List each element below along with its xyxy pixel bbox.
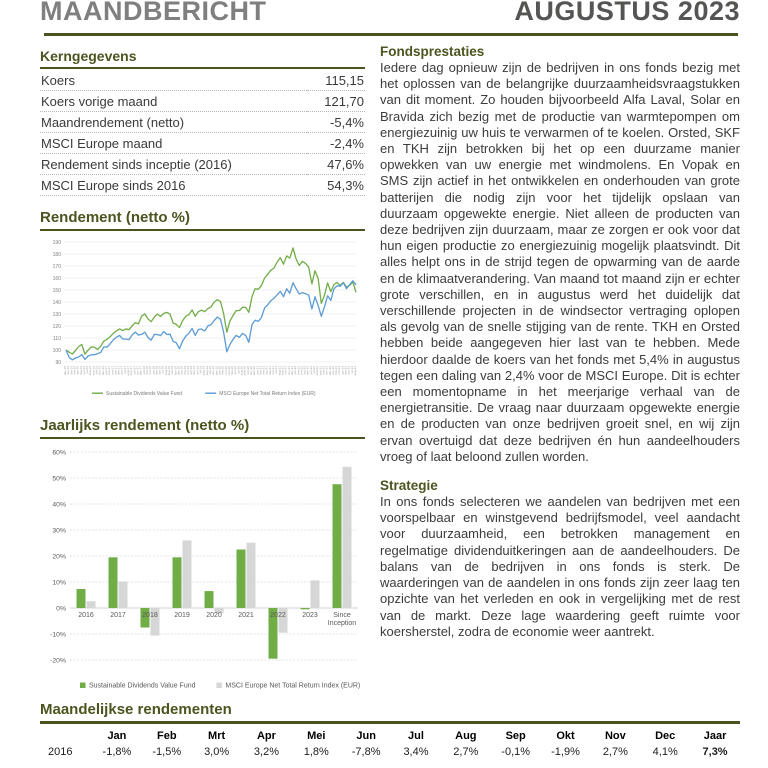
legend-label: MSCI Europe Net Total Return Index (EUR): [225, 682, 361, 690]
metric-label: MSCI Europe maand: [40, 133, 307, 154]
x-axis-tick-label: feb-20: [220, 366, 225, 375]
return-cell: 7,3%: [702, 746, 728, 758]
x-axis-tick-label: jul-17: [122, 366, 127, 374]
x-axis-tick-label: jun-18: [157, 366, 162, 375]
fund-bar-2016: [77, 589, 86, 608]
metric-value: -5,4%: [307, 112, 365, 133]
x-axis-tick-label: jul-20: [236, 366, 241, 374]
line-series: [66, 281, 356, 360]
cumulative-return-line-chart: [40, 234, 365, 404]
y-axis-tick-label: 50%: [52, 475, 66, 483]
x-axis-tick-label: nov-19: [211, 366, 216, 376]
x-axis-tick-label: jul-23: [349, 366, 354, 374]
fund-bar-2023: [301, 608, 310, 609]
return-cell: 2,7%: [602, 746, 628, 758]
x-axis-tick-label: feb-19: [182, 366, 187, 375]
metric-value: 47,6%: [307, 154, 365, 175]
x-axis-tick-label: jun-21: [271, 366, 275, 375]
y-axis-tick-label: 160: [52, 275, 61, 282]
y-axis-tick-label: 170: [52, 263, 61, 270]
legend-swatch: [216, 683, 222, 689]
fund-bar-2020: [205, 591, 214, 608]
month-header: Mrt: [208, 730, 226, 742]
y-axis-tick-label: 180: [52, 251, 61, 258]
y-axis-tick-label: 110: [53, 335, 61, 342]
x-axis-tick-label: feb-18: [145, 366, 149, 375]
jaarlijks-chart-section: [40, 417, 365, 694]
x-axis-tick-label: sep-22: [318, 366, 323, 376]
x-axis-tick-label: dec-20: [252, 366, 257, 376]
index-bar-2016: [87, 601, 96, 608]
month-header: Feb: [156, 730, 177, 742]
fund-bar-2017: [109, 557, 118, 608]
x-axis-tick-label: dec-22: [327, 366, 332, 376]
return-cell: -7,8%: [351, 746, 381, 758]
x-axis-tick-label: apr-17: [113, 366, 118, 375]
x-axis-tick-label: jan-22: [293, 366, 298, 375]
y-axis-tick-label: 120: [52, 323, 61, 330]
x-category-label: Since Inception: [327, 612, 357, 627]
monthly-returns-section: [40, 701, 740, 760]
y-axis-tick-label: 150: [52, 287, 61, 294]
legend-label: Sustainable Dividends Value Fund: [106, 391, 183, 397]
jaarlijks-chart-heading: Jaarlijks rendement (netto %): [40, 417, 365, 439]
x-axis-tick-label: jan-23: [330, 366, 335, 375]
metric-value: -2,4%: [307, 133, 365, 154]
x-axis-tick-label: feb-22: [296, 366, 301, 375]
x-axis-tick-label: feb-23: [334, 366, 339, 375]
x-axis-tick-label: nov-21: [286, 366, 291, 376]
y-axis-tick-label: 190: [52, 239, 61, 246]
x-axis-tick-label: nov-22: [324, 366, 329, 376]
y-axis-tick-label: 10%: [52, 579, 66, 587]
x-axis-tick-label: dec-21: [290, 366, 294, 376]
key-figure-row: [40, 154, 365, 175]
x-axis-tick-label: okt-21: [283, 366, 288, 375]
month-header: Okt: [556, 730, 575, 742]
x-axis-tick-label: apr-18: [151, 366, 156, 375]
month-header: Aug: [455, 730, 477, 742]
y-axis-tick-label: 100: [52, 347, 61, 354]
report-title: MAANDBERICHT: [40, 0, 267, 26]
x-axis-tick-label: sep-20: [242, 366, 247, 376]
x-axis-tick-label: feb-21: [258, 366, 263, 375]
x-axis-tick-label: jan-17: [104, 366, 108, 375]
legend-label: Sustainable Dividends Value Fund: [89, 682, 196, 690]
fund-bar-Since-Inception: [333, 484, 342, 608]
x-axis-tick-label: mei-17: [116, 366, 121, 376]
x-axis-tick-label: jan-16: [66, 366, 71, 375]
x-axis-tick-label: sep-16: [91, 366, 96, 376]
x-axis-tick-label: jan-19: [179, 366, 184, 375]
month-header: Jaar: [703, 730, 727, 742]
index-bar-Since-Inception: [343, 467, 352, 608]
y-axis-tick-label: -20%: [50, 657, 66, 665]
x-axis-tick-label: mei-22: [305, 366, 310, 376]
x-category-label: 2018: [142, 612, 158, 619]
x-axis-tick-label: nov-18: [173, 366, 178, 376]
month-header: Apr: [256, 730, 276, 742]
y-axis-tick-label: 0%: [56, 605, 66, 613]
x-axis-tick-label: aug-23: [353, 366, 357, 376]
fund-bar-2021: [237, 550, 246, 609]
x-axis-tick-label: aug-20: [239, 366, 244, 376]
y-axis-tick-label: 130: [52, 311, 61, 318]
month-header: Jul: [408, 730, 424, 742]
x-axis-tick-label: mrt-22: [299, 366, 304, 375]
metric-label: Koers vorige maand: [40, 91, 307, 112]
x-axis-tick-label: aug-19: [201, 366, 206, 376]
kerngegevens-section: [40, 48, 365, 196]
key-figure-row: [40, 133, 365, 154]
metric-value: 115,15: [307, 70, 365, 91]
report-date: AUGUSTUS 2023: [514, 0, 740, 26]
x-axis-tick-label: okt-18: [170, 366, 175, 375]
x-axis-tick-label: jul-16: [85, 366, 90, 374]
index-bar-2017: [119, 582, 128, 609]
key-figure-row: [40, 175, 365, 196]
return-cell: 4,1%: [652, 746, 678, 758]
metric-label: Rendement sinds inceptie (2016): [40, 154, 307, 175]
legend-label: MSCI Europe Net Total Return Index (EUR): [219, 391, 316, 397]
x-axis-tick-label: mei-19: [192, 366, 197, 376]
x-axis-tick-label: jun-19: [195, 366, 200, 375]
x-axis-tick-label: mei-20: [230, 366, 235, 376]
x-axis-tick-label: aug-18: [163, 366, 168, 376]
x-axis-tick-label: jul-22: [312, 366, 316, 374]
x-axis-tick-label: apr-22: [302, 366, 307, 375]
fund-bar-2019: [173, 557, 182, 608]
x-axis-tick-label: mrt-19: [185, 366, 190, 375]
left-column: [40, 48, 365, 694]
index-bar-2019: [183, 540, 192, 608]
y-axis-tick-label: 30%: [52, 527, 66, 535]
x-axis-tick-label: nov-17: [135, 366, 140, 376]
x-axis-tick-label: jun-16: [81, 366, 86, 375]
x-axis-tick-label: jan-18: [141, 366, 146, 375]
x-axis-tick-label: okt-19: [208, 366, 212, 375]
strategie-heading: Strategie: [380, 478, 438, 494]
rendement-chart-heading: Rendement (netto %): [40, 209, 365, 231]
x-axis-tick-label: aug-22: [315, 366, 320, 376]
index-bar-2021: [247, 543, 256, 608]
fondsprestaties-heading: Fondsprestaties: [380, 44, 485, 59]
return-cell: -1,8%: [102, 746, 132, 758]
x-axis-tick-label: dec-16: [100, 366, 105, 376]
x-axis-tick-label: sep-19: [204, 366, 209, 376]
x-category-label: 2019: [174, 612, 190, 619]
x-axis-tick-label: mrt-17: [110, 366, 115, 375]
x-axis-tick-label: sep-18: [167, 366, 171, 376]
return-cell: -1,9%: [551, 746, 580, 758]
x-axis-tick-label: feb-16: [69, 366, 74, 375]
x-axis-tick-label: mei-23: [343, 366, 348, 376]
month-header: Mei: [307, 730, 326, 742]
x-axis-tick-label: okt-16: [94, 366, 99, 375]
x-axis-tick-label: mrt-20: [223, 366, 228, 375]
x-axis-tick-label: okt-22: [321, 366, 326, 375]
report-header: [40, 0, 740, 27]
x-axis-tick-label: aug-16: [88, 366, 93, 376]
x-axis-tick-label: mei-16: [78, 366, 83, 376]
x-category-label: 2022: [270, 612, 286, 619]
x-axis-tick-label: mei-18: [154, 366, 159, 376]
x-axis-tick-label: dec-18: [176, 366, 181, 376]
return-cell: 3,2%: [253, 746, 279, 758]
strategie-text: In ons fonds selecteren we aandelen van bedrijven met een voorspelbaar en winstgevend bedrijfsmodel, veel aandacht voor duurzaamheid, een betrokken management en regelmatige dividenduitkeringen aan de aandeelhouders. De balans van de bedrijven in ons fonds is sterk. De waarderingen van de aandelen in ons fonds zijn zeer laag ten opzichte van het verleden en ook in vergelijking met de rest van de markt. Deze lage waardering geeft ruimte voor koersherstel, zodra de economie weer aantrekt.: [380, 494, 740, 639]
y-axis-tick-label: 90: [55, 359, 61, 366]
x-axis-tick-label: jun-20: [233, 366, 238, 375]
monthly-returns-table: [40, 728, 740, 760]
x-axis-tick-label: dec-15: [63, 366, 67, 376]
x-axis-tick-label: sep-21: [280, 366, 285, 376]
metric-label: Koers: [40, 70, 307, 91]
x-axis-tick-label: apr-19: [189, 366, 194, 375]
return-cell: 2,7%: [453, 746, 479, 758]
x-category-label: 2021: [238, 612, 254, 619]
annual-return-bar-chart: [40, 442, 365, 694]
monthly-header-row: [40, 728, 740, 744]
y-axis-tick-label: 140: [52, 299, 61, 306]
x-axis-tick-label: mei-21: [267, 366, 272, 376]
kerngegevens-heading: Kerngegevens: [40, 48, 365, 69]
fondsprestaties-section: [380, 44, 740, 465]
month-header: Nov: [604, 730, 626, 742]
x-category-label: 2023: [302, 612, 318, 619]
monthly-data-row: [40, 744, 740, 760]
x-axis-tick-label: aug-21: [277, 366, 282, 376]
x-axis-tick-label: okt-17: [132, 366, 137, 375]
y-axis-tick-label: 40%: [52, 501, 66, 509]
x-axis-tick-label: jun-17: [119, 366, 124, 375]
x-axis-tick-label: jul-19: [198, 366, 203, 374]
key-figure-row: [40, 112, 365, 133]
month-header: Sep: [505, 730, 526, 742]
key-figure-row: [40, 70, 365, 91]
x-axis-tick-label: jul-18: [160, 366, 165, 374]
x-axis-tick-label: jan-20: [217, 366, 222, 375]
x-axis-tick-label: apr-21: [264, 366, 269, 375]
x-axis-tick-label: okt-20: [245, 366, 250, 375]
metric-value: 54,3%: [307, 175, 365, 196]
metric-label: Maandrendement (netto): [40, 112, 307, 133]
header-divider: [44, 33, 738, 36]
x-axis-tick-label: dec-17: [138, 366, 143, 376]
x-axis-tick-label: feb-17: [107, 366, 112, 375]
right-column: [380, 44, 740, 653]
y-axis-tick-label: 60%: [52, 449, 66, 457]
index-bar-2023: [311, 580, 320, 608]
rendement-chart-section: [40, 209, 365, 404]
x-axis-tick-label: nov-20: [249, 366, 253, 376]
return-cell: 3,0%: [204, 746, 230, 758]
key-figure-row: [40, 91, 365, 112]
strategie-section: [380, 478, 740, 640]
legend-swatch: [80, 683, 86, 689]
month-header: Jan: [107, 730, 127, 742]
monthly-returns-heading: Maandelijkse rendementen: [40, 701, 232, 718]
x-axis-tick-label: jun-23: [346, 366, 351, 375]
x-axis-tick-label: mrt-18: [148, 366, 153, 375]
return-cell: -0,1%: [501, 746, 531, 758]
fondsprestaties-text: Iedere dag opnieuw zijn de bedrijven in ons fonds bezig met het oplossen van de belangrijke duurzaamheidsvraagstukken van dit moment. Zo houden bijvoorbeeld Alfa Laval, Solar en Bravida zich bezig met de productie van warmtepompen om energiezuinig uw huis te verwarmen of te koelen. Orsted, SKF en TKH zijn betrokken bij het op een duurzame manier opwekken van uw energie met windmolens. En Vopak en SMS zijn actief in het ontwikkelen en onderhouden van grote batterijen die nodig zijn voor het tijdelijk opslaan van duurzaam opgewekte energie. Niet alleen de producten van deze bedrijven zijn duurzaam, maar ze zorgen er ook voor dat hun eigen productie zo energiezuinig mogelijk plaatsvindt. Dit alles helpt ons in de strijd tegen de opwarming van de aarde en de klimaatverandering. Van maand tot maand zijn er echter grote verschillen, en in augustus werd het duidelijk dat verschillende projecten in de windsector vertraging oplopen als gevolg van de snelle stijging van de rente. TKH en Orsted hebben beide aangegeven hier last van te hebben. Mede hierdoor daalde de koers van het fonds met 5,4% in augustus tegen een daling van 2,4% voor de MSCI Europe. Dit is echter een momentopname in het meerjarige verhaal van de energietransitie. De vraag naar duurzaam opgewekte energie en de producten van onze bedrijven groeit snel, en wij zijn ervan overtuigd dat deze bedrijven én hun aandeelhouders vroeg of laat beloond zullen worden.: [380, 60, 740, 464]
return-cell: 1,8%: [303, 746, 329, 758]
x-axis-tick-label: jun-22: [308, 366, 313, 375]
x-axis-tick-label: mrt-21: [261, 366, 266, 375]
return-cell: 3,4%: [403, 746, 429, 758]
x-category-label: 2017: [110, 612, 126, 619]
x-axis-tick-label: aug-17: [126, 366, 130, 376]
month-header: Dec: [655, 730, 676, 742]
x-category-label: 2020: [206, 612, 222, 619]
x-category-label: 2016: [78, 612, 94, 619]
month-header: Jun: [356, 730, 376, 742]
x-axis-tick-label: sep-17: [129, 366, 134, 376]
x-axis-tick-label: apr-23: [340, 366, 345, 375]
year-label: 2016: [48, 746, 73, 758]
x-axis-tick-label: nov-16: [97, 366, 102, 376]
x-axis-tick-label: apr-16: [75, 366, 80, 375]
x-axis-tick-label: dec-19: [214, 366, 219, 376]
x-axis-tick-label: jul-21: [274, 366, 279, 374]
y-axis-tick-label: 20%: [52, 553, 66, 561]
x-axis-tick-label: jan-21: [255, 366, 260, 375]
y-axis-tick-label: -10%: [50, 631, 66, 639]
monthly-returns-divider: [40, 721, 740, 724]
x-axis-tick-label: apr-20: [226, 366, 231, 375]
month-header: [40, 728, 92, 744]
key-figures-table: [40, 70, 365, 196]
x-axis-tick-label: mrt-23: [337, 366, 342, 375]
return-cell: -1,5%: [152, 746, 182, 758]
metric-label: MSCI Europe sinds 2016: [40, 175, 307, 196]
x-axis-tick-label: mrt-16: [72, 366, 77, 375]
metric-value: 121,70: [307, 91, 365, 112]
